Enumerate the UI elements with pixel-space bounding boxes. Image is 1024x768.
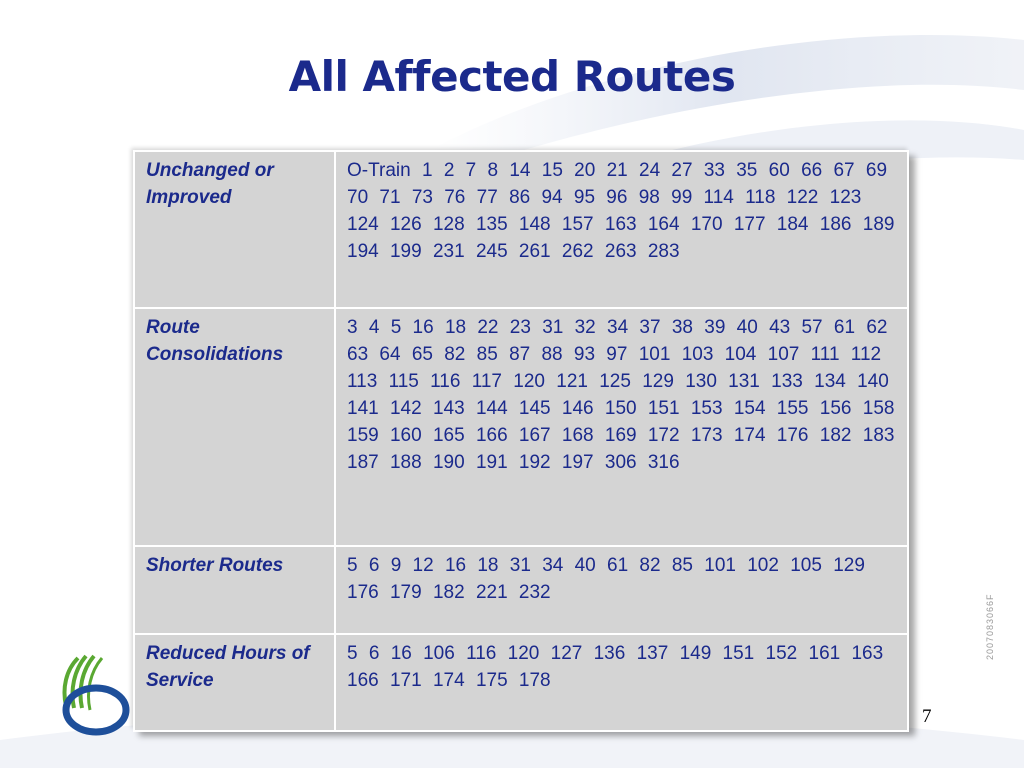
- category-cell: Route Consolidations: [134, 308, 335, 546]
- routes-cell: 3 4 5 16 18 22 23 31 32 34 37 38 39 40 43 57 61 62 63 64 65 82 85 87 88 93 97 101 103 104 107 111 112 113 115 116 117 120 121 125 129 130 131 133 134 140 141 142 143 144 145 146 150 151 153 154 155 156 158 159 160 165 166 167 168 169 172 173 174 176 182 183 187 188 190 191 192 197 306 316: [335, 308, 908, 546]
- affected-routes-table: [133, 150, 909, 732]
- category-cell: Unchanged or Improved: [134, 151, 335, 308]
- slide-title: All Affected Routes: [288, 52, 736, 101]
- table-row: [134, 308, 908, 546]
- page-number: 7: [922, 706, 932, 727]
- table-row: [134, 634, 908, 731]
- document-code: 2007083066F: [985, 593, 995, 660]
- routes-cell: 5 6 9 12 16 18 31 34 40 61 82 85 101 102 105 129 176 179 182 221 232: [335, 546, 908, 634]
- ottawa-logo-icon: [48, 648, 148, 738]
- routes-cell: 5 6 16 106 116 120 127 136 137 149 151 152 161 163 166 171 174 175 178: [335, 634, 908, 731]
- category-cell: Reduced Hours of Service: [134, 634, 335, 731]
- table-row: [134, 151, 908, 308]
- routes-table-container: [133, 150, 909, 730]
- routes-cell: O-Train 1 2 7 8 14 15 20 21 24 27 33 35 60 66 67 69 70 71 73 76 77 86 94 95 96 98 99 114 118 122 123 124 126 128 135 148 157 163 164 170 177 184 186 189 194 199 231 245 261 262 263 283: [335, 151, 908, 308]
- category-cell: Shorter Routes: [134, 546, 335, 634]
- table-row: [134, 546, 908, 634]
